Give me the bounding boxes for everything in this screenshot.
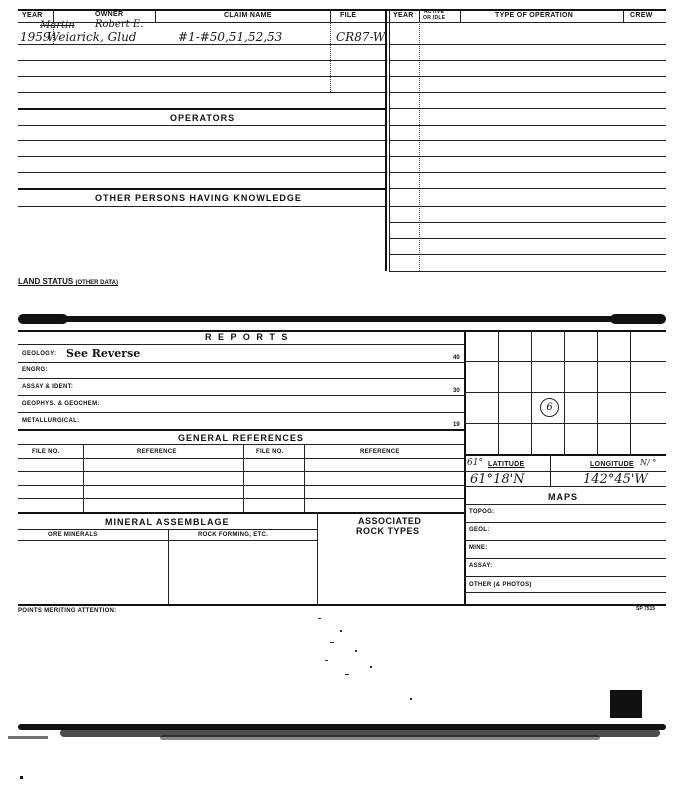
active-idle-header-line2: OR IDLE [423,15,446,21]
file-header: FILE [340,12,357,19]
ref-reference-1: REFERENCE [137,449,177,455]
metallurgical-number: 19 [453,422,460,428]
geology-label: GEOLOGY: [22,351,57,357]
associated-rock-types-line2: ROCK TYPES [356,526,420,536]
points-meriting-label: POINTS MERITING ATTENTION: [18,608,117,614]
reports-title: R E P O R T S [205,332,290,342]
latitude-label: LATITUDE [488,461,525,468]
assay-number: 30 [453,388,460,394]
type-of-operation-header: TYPE OF OPERATION [495,12,574,19]
maps-title: MAPS [548,492,579,502]
lat-prefix: 61° [467,458,483,468]
claim-name-header: CLAIM NAME [224,12,272,19]
ore-minerals-label: ORE MINERALS [48,532,98,538]
associated-rock-types-line1: ASSOCIATED [358,516,422,526]
grid-mark-value: 6 [546,402,553,413]
entry-claim: #1-#50,51,52,53 [178,30,283,44]
geology-number: 40 [453,355,460,361]
year-right-header: YEAR [393,12,414,19]
geology-value: See Reverse [66,347,141,360]
land-status-label: LAND STATUS [18,277,74,286]
latitude-value: 61°18'N [470,472,525,487]
ref-file-no-2: FILE NO. [256,449,284,455]
maps-geol-label: GEOL: [469,527,490,533]
entry-file: CR87-W [336,30,386,44]
maps-other-label: OTHER (& PHOTOS) [469,582,532,588]
year-header: YEAR [22,12,43,19]
maps-assay-label: ASSAY: [469,563,493,569]
operators-label: OPERATORS [170,113,236,123]
geophys-label: GEOPHYS. & GEOCHEM: [22,401,100,407]
assay-label: ASSAY & IDENT: [22,384,74,390]
ref-file-no-1: FILE NO. [32,449,60,455]
maps-topog-label: TOPOG: [469,509,495,515]
registration-mark [610,690,642,718]
entry-year: 1959 [20,30,51,44]
grid-mark-circle [540,398,559,417]
mineral-assemblage-title: MINERAL ASSEMBLAGE [105,517,230,527]
ref-reference-2: REFERENCE [360,449,400,455]
owner-added-name: Robert E. [95,19,144,30]
scan-band-top [18,316,666,322]
owner-struck-name: Martin [40,20,75,31]
form-number: SP 7515 [636,606,656,612]
general-references-title: GENERAL REFERENCES [178,433,304,443]
longitude-label: LONGITUDE [590,461,634,468]
land-status-sub: (OTHER DATA) [75,280,118,286]
active-idle-header-line1: ACTIVE [424,9,445,15]
longitude-value: 142°45'W [583,472,648,487]
land-status [18,277,118,286]
long-suffix: N/ ° [640,458,657,467]
metallurgical-label: METALLURGICAL: [22,418,80,424]
engrg-label: ENGRG: [22,367,48,373]
other-persons-label: OTHER PERSONS HAVING KNOWLEDGE [95,193,302,203]
rock-forming-label: ROCK FORMING, ETC. [198,532,269,538]
maps-mine-label: MINE: [469,545,488,551]
crew-header: CREW [630,12,653,19]
entry-owner: Weiarick, Glud [47,30,137,44]
owner-header: OWNER [95,11,124,18]
